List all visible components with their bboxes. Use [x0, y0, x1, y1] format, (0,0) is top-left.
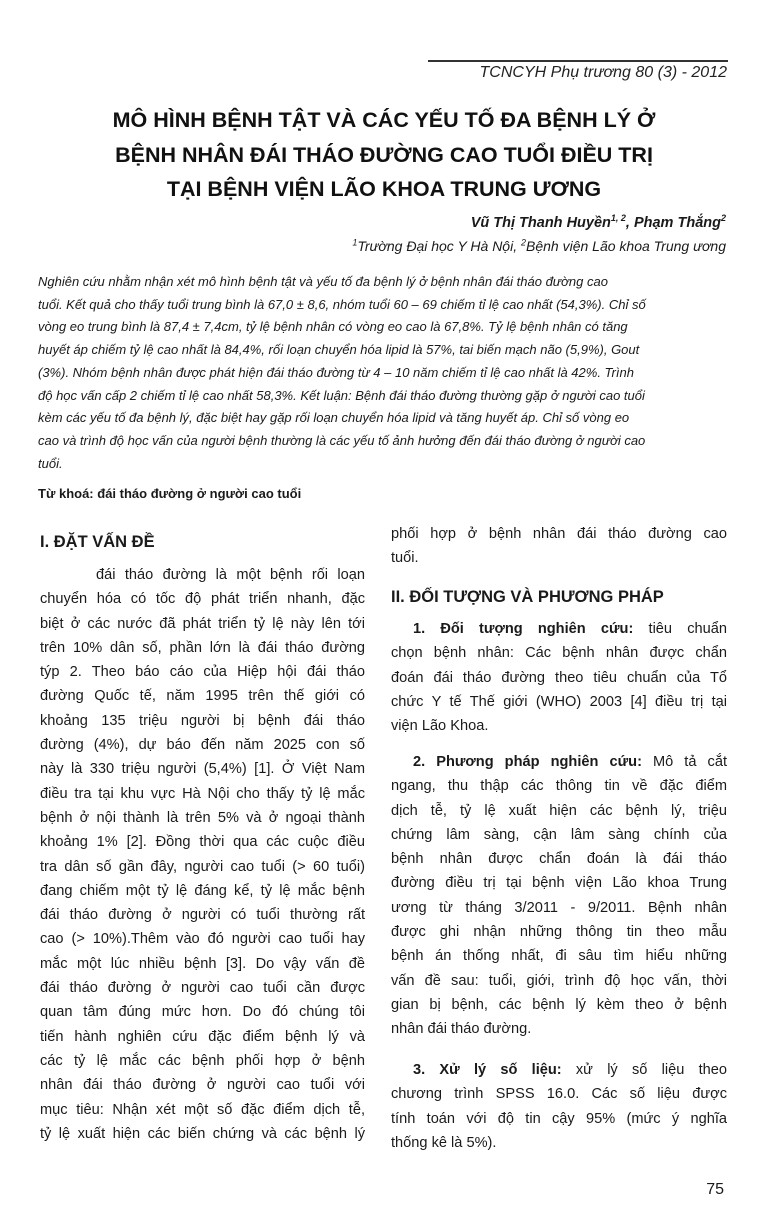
text-line: bệnh ở nội thành là trên 5% và ở ngoại thành: [40, 809, 365, 826]
abstract-line: độ học vấn cấp 2 chiếm tỉ lệ cao nhất 58,3%. Kết luận: Bệnh đái tháo đường thường gặp ở người cao tuổi: [38, 387, 645, 403]
text-line: trên 10% dân số, phần lớn là đái tháo đường: [40, 639, 365, 656]
text-line: ương từ tháng 3/2011 - 9/2011. Bệnh nhân: [391, 899, 727, 916]
affiliations: [352, 238, 726, 254]
affil-org: Trường Đại học Y Hà Nội,: [357, 238, 521, 254]
text-line: điều tra tại khu vực Hà Nội cho thấy tỷ lệ mắc: [40, 785, 365, 802]
text-line: ngang, thu thập các thông tin về đặc điểm: [391, 778, 727, 795]
subsection-label: 3. Xử lý số liệu:: [413, 1062, 562, 1078]
abstract-line: (3%). Nhóm bệnh nhân được phát hiện đái tháo đường từ 4 – 10 năm chiếm tỉ lệ cao nhất là 42%. Trình: [38, 364, 634, 380]
text-line: đường điều trị tại bệnh viện Lão khoa Trung: [391, 875, 727, 892]
text-line: thống kê là 5%).: [391, 1134, 497, 1151]
text-line: đang chiếm một tỷ lệ đáng kể, tỷ lệ mắc bệnh: [40, 882, 365, 899]
abstract-line: Nghiên cứu nhằm nhận xét mô hình bệnh tật và yếu tố đa bệnh lý ở bệnh nhân đái tháo đường cao: [38, 274, 608, 289]
text-line: quan tâm đúng mức hơn. Do đó chúng tôi: [40, 1004, 365, 1021]
text-line: phối hợp ở bệnh nhân đái tháo đường cao: [391, 526, 727, 542]
abstract-line: tuổi. Kết quả cho thấy tuổi trung bình là 67,0 ± 8,6, nhóm tuổi 60 – 69 chiếm tỉ lệ cao nhất (54,3%). Chỉ số: [38, 296, 646, 312]
text-line: các tỷ lệ mắc các bệnh phối hợp ở bệnh: [40, 1052, 365, 1069]
subsection-label: 2. Phương pháp nghiên cứu:: [413, 754, 642, 770]
text-line: đái tháo đường là một bệnh rối loạn: [40, 567, 365, 583]
text-line: chương trình SPSS 16.0. Các số liệu được: [391, 1086, 727, 1103]
text-line: chuyển hóa có tốc độ phát triển nhanh, đặc: [40, 591, 365, 608]
text-line: chứng lâm sàng, cận lâm sàng chính của: [391, 826, 727, 843]
abstract-line: cao và trình độ học vấn của người bệnh thường là các yếu tố ảnh hưởng đến đái tháo đường ở người cao: [38, 432, 646, 448]
author-name: Phạm Thắng: [633, 215, 721, 231]
author-name: Vũ Thị Thanh Huyền: [470, 215, 611, 231]
section-heading: I. ĐẶT VẤN ĐỀ: [40, 533, 155, 551]
text-line: bệnh án thống nhất, đi sâu tìm hiểu những: [391, 948, 727, 965]
text-line: đường Quốc tế, năm 1995 trên thế giới có: [40, 688, 365, 705]
abstract-line: tuổi.: [38, 455, 63, 471]
text-line: đường (4%), dự báo đến năm 2025 con số: [40, 737, 365, 754]
author-affil-marker: 2: [720, 213, 726, 224]
section1-continuation: [391, 522, 727, 571]
abstract-line: vòng eo trung bình là 87,4 ± 7,4cm, tỷ lệ bệnh nhân có vòng eo cao là 67,8%. Tỷ lệ bệnh nhân có tăng: [38, 319, 628, 335]
paragraph-analysis: [391, 1058, 727, 1155]
text-run: tiêu chuẩn: [633, 621, 727, 637]
header-rule: [428, 60, 728, 62]
text-line: viện Lão Khoa.: [391, 718, 489, 735]
affil-marker: 1: [352, 237, 358, 248]
text-line: tra dân số gần đây, người cao tuổi (> 60 tuổi): [40, 858, 365, 875]
text-line: tính toán với độ tin cậy 95% (mức ý nghĩa: [391, 1110, 727, 1127]
section1-body: [40, 563, 365, 1146]
text-line: [391, 1058, 727, 1082]
text-line: đái tháo đường ở người cao tuổi cần được: [40, 980, 365, 997]
abstract: [38, 271, 728, 475]
text-line: bệnh nhân được chẩn đoán là đái tháo: [391, 851, 727, 868]
title-line: BỆNH NHÂN ĐÁI THÁO ĐƯỜNG CAO TUỔI ĐIỀU TRỊ: [115, 142, 653, 167]
author-affil-marker: 1, 2: [610, 213, 626, 224]
affil-org: Bệnh viện Lão khoa Trung ương: [526, 238, 726, 254]
text-line: cao (> 10%).Thêm vào đó người cao tuổi hay: [40, 931, 365, 948]
title-line: TẠI BỆNH VIỆN LÃO KHOA TRUNG ƯƠNG: [166, 177, 602, 201]
journal-header: TCNCYH Phụ trương 80 (3) - 2012: [479, 64, 727, 81]
text-line: biệt ở các nước đã phát triển tỷ lệ này lên tới: [40, 615, 365, 632]
text-line: được ghi nhận những thông tin theo mẫu: [391, 924, 727, 941]
text-line: [391, 617, 727, 641]
text-line: tuổi.: [391, 550, 419, 567]
text-line: nhân đái tháo đường.: [391, 1021, 532, 1038]
abstract-line: huyết áp chiếm tỷ lệ cao nhất là 84,4%, rối loạn chuyển hóa lipid là 57%, tai biến mạch não (5,9%), Gout: [38, 342, 640, 358]
text-line: [391, 750, 727, 774]
text-line: tỷ lệ xuất hiện các biến chứng và các bệnh lý: [40, 1125, 365, 1142]
title-line: MÔ HÌNH BỆNH TẬT VÀ CÁC YẾU TỐ ĐA BỆNH LÝ Ở: [112, 108, 656, 132]
page-number: 75: [706, 1181, 724, 1198]
text-line: nhân đái tháo đường ở người cao tuổi với: [40, 1077, 365, 1094]
paper-title: [40, 103, 728, 207]
paragraph-methods: [391, 750, 727, 1042]
text-line: này là 330 triệu người (5,4%) [1]. Ở Việt Nam: [40, 761, 365, 778]
text-line: khoảng 135 triệu người bị bệnh đái tháo: [40, 712, 365, 729]
text-run: Mô tả cắt: [641, 754, 727, 770]
text-line: khoảng 1% [2]. Đồng thời qua các cuộc điều: [40, 834, 365, 851]
subsection-label: 1. Đối tượng nghiên cứu:: [413, 621, 634, 637]
text-line: chọn bệnh nhân: Các bệnh nhân được chẩn: [391, 645, 727, 662]
text-line: mắc một lúc nhiều bệnh [3]. Do vậy vấn đề: [40, 955, 365, 972]
text-line: gian bị bệnh, các bệnh lý kèm theo ở bệnh: [391, 996, 727, 1013]
text-line: chức Y tế Thế giới (WHO) 2003 [4] điều trị tại: [391, 693, 727, 710]
affil-marker: 2: [520, 237, 526, 248]
text-line: tiến hành nghiên cứu đặc điểm bệnh lý và: [40, 1028, 365, 1045]
text-line: vấn đề sau: tuổi, giới, trình độ học vấn, thời: [391, 972, 727, 989]
text-line: đoán đái tháo đường theo tiêu chuẩn của Tổ: [391, 669, 727, 686]
text-line: dịch tễ, tỷ lệ xuất hiện các bệnh lý, triệu: [391, 802, 727, 819]
text-line: mục tiêu: Nhận xét một số đặc điểm dịch tễ,: [40, 1101, 365, 1118]
text-run: xử lý số liệu theo: [561, 1062, 727, 1078]
section-heading: II. ĐỐI TƯỢNG VÀ PHƯƠNG PHÁP: [391, 588, 664, 606]
abstract-line: kèm các yếu tố đa bệnh lý, đặc biệt hay gặp rối loạn chuyển hóa lipid và tăng huyết áp. Chỉ số vòng eo: [38, 410, 630, 426]
author-separator: ,: [625, 215, 634, 231]
text-line: đái tháo đường ở người có tuổi thường rất: [40, 907, 365, 924]
text-line: týp 2. Theo báo cáo của Hiệp hội đái tháo: [40, 664, 365, 681]
paragraph-subjects: [391, 617, 727, 738]
keywords: Từ khoá: đái tháo đường ở người cao tuổi: [38, 486, 302, 501]
author-list: [471, 215, 726, 231]
